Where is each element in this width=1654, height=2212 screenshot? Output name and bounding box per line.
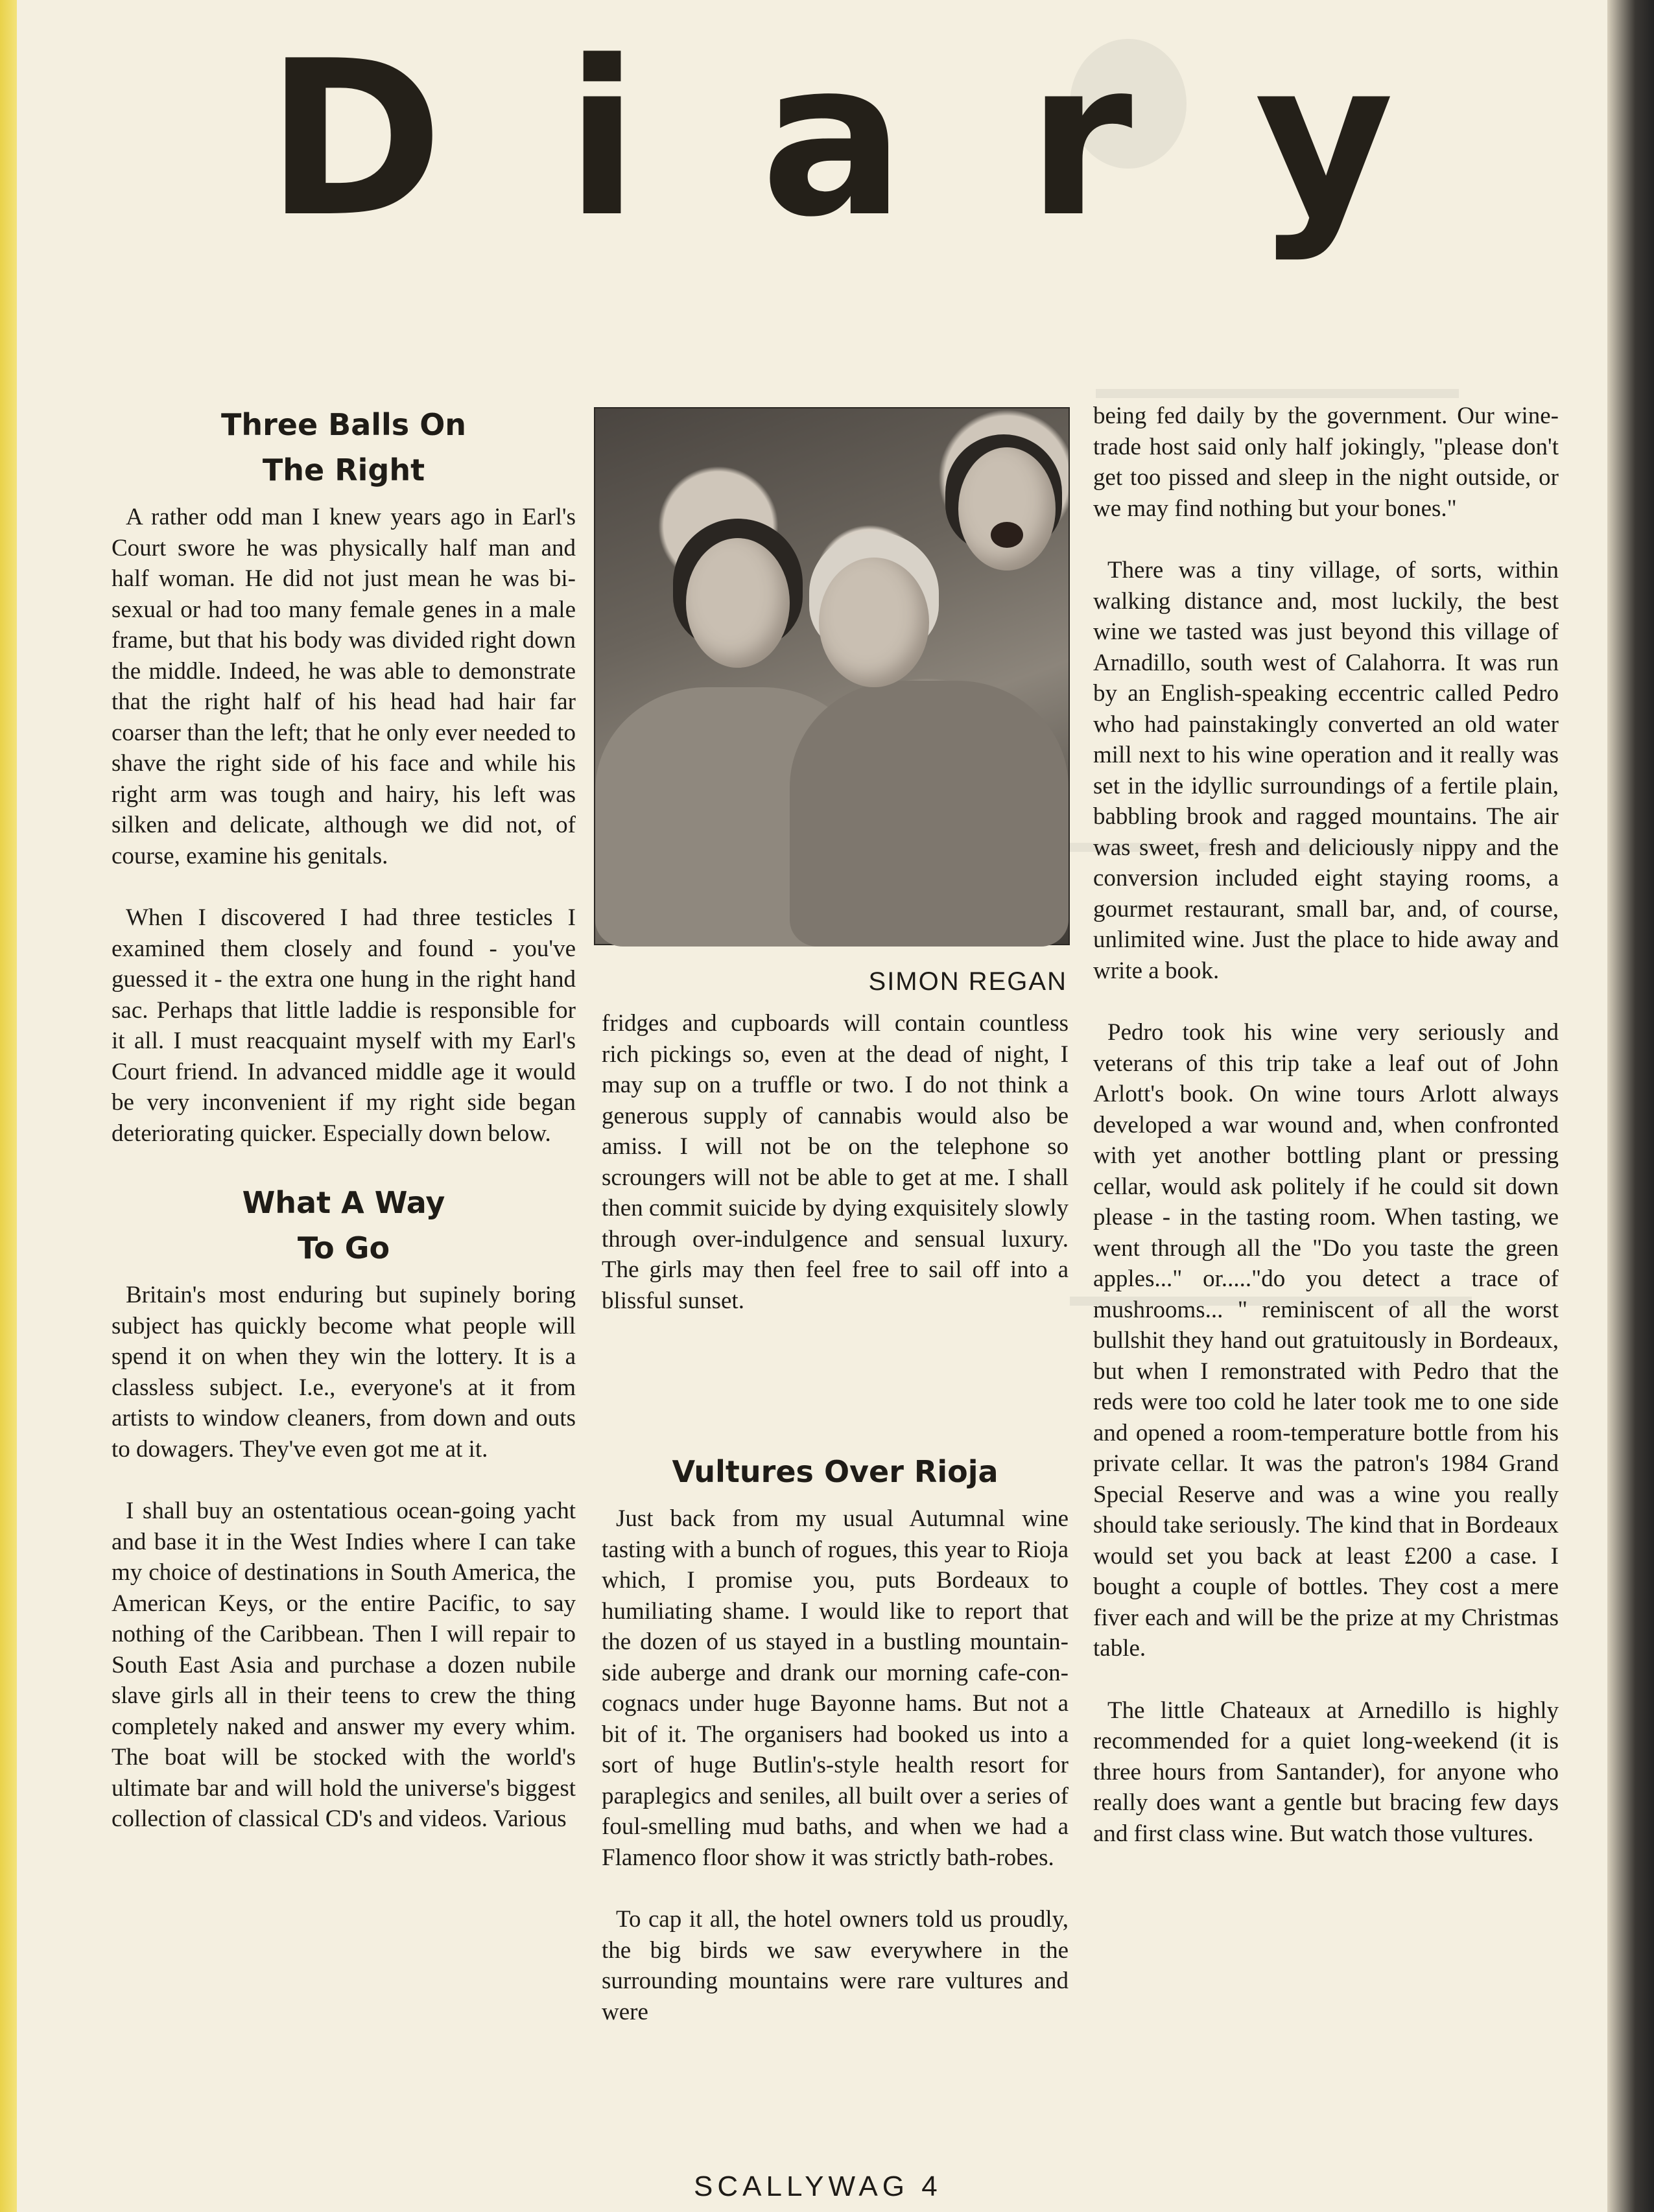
paragraph: fridges and cupboards will contain countless rich pickings so, even at the dead of night, I may sup on a truffle or two. I do not think a generous supply of cannabis would also be amiss. I will not be on the telephone so scroungers will not be able to get at me. I shall then commit suicide by dying exquisitely slowly through over-indulgence and sensual luxury. The girls may then feel free to sail off into a blissful sunset. <box>602 1010 1069 1314</box>
paragraph: being fed daily by the government. Our wine-trade host said only half jokingly, "please don't get too pissed and sleep in the night outside, or we may find nothing but your bones." <box>1093 403 1559 522</box>
paragraph: A rather odd man I knew years ago in Earl's Court swore he was physically half man and half woman. He did not just mean he was bi-sexual or had too many female genes in a male frame, but that his body was divided right down the middle. Indeed, he was able to demonstrate that the right half of his head had hair far coarser than the left; that he only ever needed to shave the right side of his face and while his right arm was tough and hairy, his left was silken and delicate, although we did not, of course, examine his genitals. <box>112 504 576 869</box>
paragraph: There was a tiny village, of sorts, within walking distance and, most luckily, the best wine we tasted was just beyond this village of Arnadillo, south west of Calahorra. It was run by an English-speaking eccentric called Pedro who had painstakingly converted an old water mill next to his wine operation and it really was set in the idyllic surroundings of a fertile plain, babbling brook and ragged mountains. The air was sweet, fresh and deliciously nippy and the conversion included eight staying rooms, a gourmet restaurant, small bar, and, of course, unlimited wine. Just the place to hide away and write a book. <box>1093 557 1559 984</box>
paragraph: When I discovered I had three testicles I examined them closely and found - you've guessed it - the extra one hung in the right hand sac. Perhaps that little laddie is responsible for it all. I must reacquaint myself with my Earl's Court friend. In advanced middle age it would be very inconvenient if my right side began deteriorating quicker. Especially down below. <box>112 904 576 1147</box>
article-heading-what-a-way <box>112 1180 576 1271</box>
paragraph: Just back from my usual Autumnal wine tasting with a bunch of rogues, this year to Rioja which, I promise you, puts Bordeaux to humiliating shame. I would like to report that the dozen of us stayed in a bustling mountain-side auberge and drank our morning cafe-con-cognacs under huge Bayonne hams. But not a bit of it. The organisers had booked us into a sort of huge Butlin's-style health resort for paraplegics and seniles, all built over a series of foul-smelling mud baths, and when we had a Flamenco floor show it was strictly bath-robes. <box>602 1505 1069 1871</box>
photo-figure <box>991 522 1023 548</box>
column-left <box>112 402 576 1866</box>
photo-credit: SIMON REGAN <box>868 967 1067 996</box>
paragraph: I shall buy an ostentatious ocean-going yacht and base it in the West Indies where I can take my choice of destinations in South America, the American Keys, or the entire Pacific, to say nothing of the Caribbean. Then I will repair to South East Asia and purchase a dozen nubile slave girls all in their teens to crew the thing completely naked and answer my every whim. The boat will be stocked with the world's ultimate bar and will hold the universe's biggest collection of classical CD's and videos. Various <box>112 1498 576 1832</box>
paragraph: Pedro took his wine very seriously and veterans of this trip take a leaf out of John Arlott's book. On wine tours Arlott always developed a war wound and, when confronted with yet another bottling plant or pressing cellar, would ask politely if he could sit down please - in the tasting room. When tasting, we went through all the "Do you taste the green apples..." or....."do you detect a trace of mushrooms... " reminiscent of all the worst bullshit they hand out gratuitously in Bordeaux, but when I remonstrated with Pedro that the reds were too cold he later took me to one side and opened a room-temperature bottle from his private cellar. It was the patron's 1984 Grand Special Reserve and was a wine you really should take seriously. The kind that in Bordeaux would set you back at least £200 a case. I bought a couple of bottles. They cost a mere fiver each and will be the prize at my Christmas table. <box>1093 1019 1559 1662</box>
heading-line: What A Way <box>242 1185 445 1220</box>
diary-masthead <box>266 15 1394 264</box>
heading-line: The Right <box>262 453 425 488</box>
column-right <box>1093 401 1559 1880</box>
heading-line: Three Balls On <box>220 407 467 442</box>
column-middle-top <box>602 1008 1069 1347</box>
paragraph: Britain's most enduring but supinely boring subject has quickly become what people will spend it on when they win the lottery. It is a classless subject. I.e., everyone's at it from artists to window cleaners, from down and outs to dowagers. They've even got me at it. <box>112 1282 576 1463</box>
page-edge-left <box>0 0 17 2212</box>
article-heading-vultures: Vultures Over Rioja <box>672 1454 998 1489</box>
page-footer: SCALLYWAG 4 <box>694 2171 942 2202</box>
paragraph: The little Chateaux at Arnedillo is highly recommended for a quiet long-weekend (it is three hours from Santander), for anyone who really does want a gentle but bracing few days and first class wine. But watch those vultures. <box>1093 1697 1559 1847</box>
masthead-letter: y <box>1254 15 1394 264</box>
photo-figure <box>958 447 1056 571</box>
photo-three-women <box>594 407 1070 945</box>
photo-figure <box>790 681 1069 947</box>
masthead-letter: a <box>761 15 905 264</box>
masthead-letter: i <box>565 15 639 264</box>
page-edge-right <box>1607 0 1654 2212</box>
paragraph: To cap it all, the hotel owners told us proudly, the big birds we saw everywhere in the surrounding mountains were rare vultures and were <box>602 1906 1069 2025</box>
masthead-letter: r <box>1027 15 1133 264</box>
article-heading-three-balls <box>112 402 576 493</box>
column-middle-bottom <box>602 1449 1069 2058</box>
heading-line: To Go <box>297 1230 390 1265</box>
photo-figure <box>686 538 790 668</box>
masthead-letter: D <box>266 15 443 264</box>
photo-figure <box>819 558 929 687</box>
